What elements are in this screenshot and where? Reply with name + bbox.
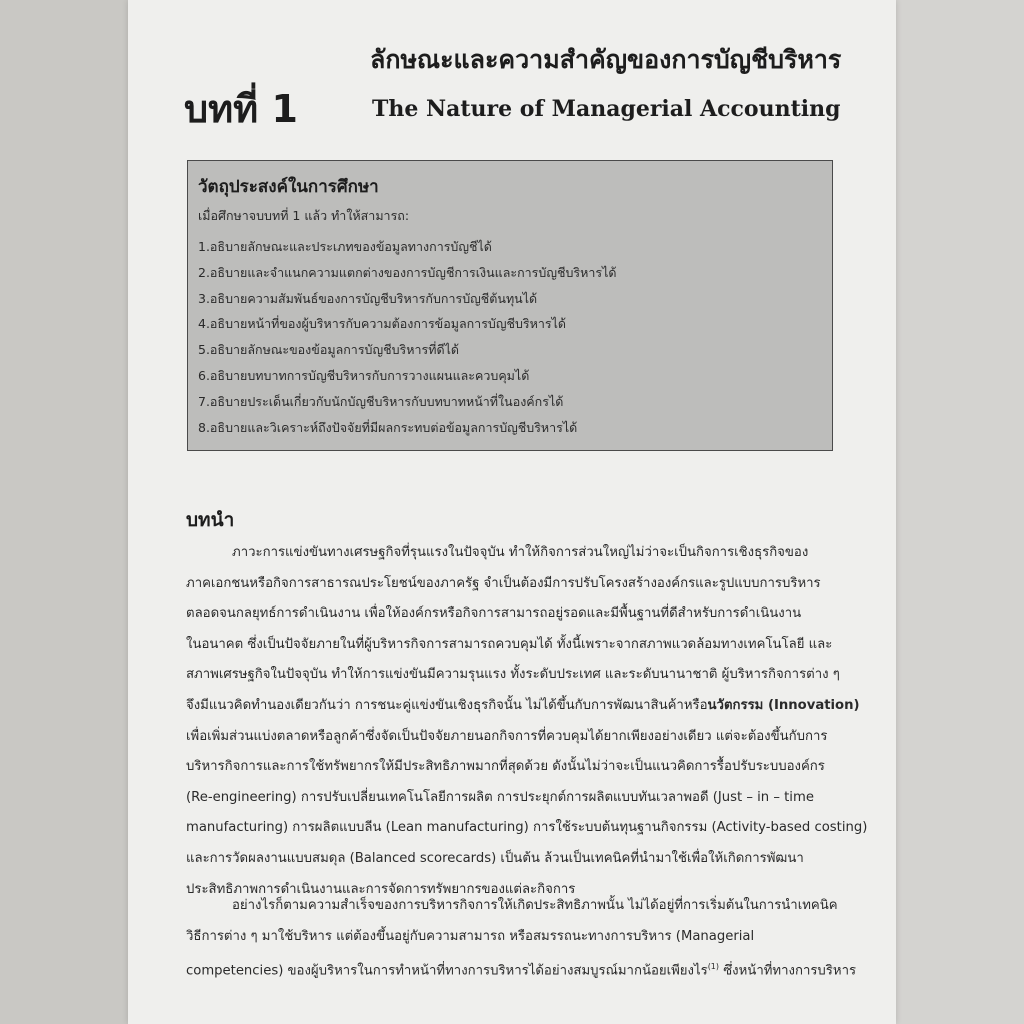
objective-item: 2.อธิบายและจำแนกความแตกต่างของการบัญชีการเงินและการบัญชีบริหารได้ — [198, 264, 617, 280]
paragraph-text: จึงมีแนวคิดทำนองเดียวกันว่า การชนะคู่แข่งขันเชิงธุรกิจนั้น ไม่ได้ขึ้นกับการพัฒนาสินค้าหรือ — [186, 697, 708, 713]
paragraph-line: ประสิทธิภาพการดำเนินงานและการจัดการทรัพยากรของแต่ละกิจการ — [186, 881, 576, 897]
objective-item: 1.อธิบายลักษณะและประเภทของข้อมูลทางการบัญชีได้ — [198, 239, 492, 254]
paragraph-line-with-footnote — [186, 952, 857, 983]
footnote-marker: (1) — [707, 962, 720, 972]
objectives-intro: เมื่อศึกษาจบบทที่ 1 แล้ว ทำให้สามารถ: — [198, 208, 410, 223]
paragraph-line-with-bold — [186, 691, 860, 722]
paragraph-line: manufacturing) การผลิตแบบลีน (Lean manufacturing) การใช้ระบบต้นทุนฐานกิจกรรม (Activity-based costing) — [186, 820, 868, 836]
paragraph-line: ในอนาคต ซึ่งเป็นปัจจัยภายในที่ผู้บริหารกิจการสามารถควบคุมได้ ทั้งนี้เพราะจากสภาพแวดล้อมทางเทคโนโลยี และ — [186, 636, 833, 652]
paragraph-line: ตลอดจนกลยุทธ์การดำเนินงาน เพื่อให้องค์กรหรือกิจการสามารถอยู่รอดและมีพื้นฐานที่ดีสำหรับการดำเนินงาน — [186, 606, 802, 622]
objective-item: 8.อธิบายและวิเคราะห์ถึงปัจจัยที่มีผลกระทบต่อข้อมูลการบัญชีบริหารได้ — [198, 419, 578, 435]
objective-item: 6.อธิบายบทบาทการบัญชีบริหารกับการวางแผนและควบคุมได้ — [198, 367, 530, 383]
right-background — [896, 0, 1024, 1024]
objective-item: 7.อธิบายประเด็นเกี่ยวกับนักบัญชีบริหารกับบทบาทหน้าที่ในองค์กรได้ — [198, 393, 564, 409]
paragraph-line: ภาวะการแข่งขันทางเศรษฐกิจที่รุนแรงในปัจจุบัน ทำให้กิจการส่วนใหญ่ไม่ว่าจะเป็นกิจการเชิงธุรกิจของ — [232, 545, 809, 560]
paragraph-line: อย่างไรก็ตามความสำเร็จของการบริหารกิจการให้เกิดประสิทธิภาพนั้น ไม่ได้อยู่ที่การเริ่มต้นในการนำเทคนิค — [232, 898, 838, 913]
chapter-label: บทที่ 1 — [184, 87, 298, 131]
paragraph-line: เพื่อเพิ่มส่วนแบ่งตลาดหรือลูกค้าซึ่งจัดเป็นปัจจัยภายนอกกิจการที่ควบคุมได้ยากเพียงอย่างเดียว แต่จะต้องขึ้นกับการ — [186, 728, 828, 744]
chapter-title-english: The Nature of Managerial Accounting — [372, 96, 841, 122]
paragraph-text: competencies) ของผู้บริหารในการทำหน้าที่ทางการบริหารได้อย่างสมบูรณ์มากน้อยเพียงไร — [186, 963, 708, 979]
paragraph-text: ซึ่งหน้าที่ทางการบริหาร — [719, 963, 857, 979]
objective-item: 4.อธิบายหน้าที่ของผู้บริหารกับความต้องการข้อมูลการบัญชีบริหารได้ — [198, 316, 567, 332]
paragraph-line: วิธีการต่าง ๆ มาใช้บริหาร แต่ต้องขึ้นอยู่กับความสามารถ หรือสมรรถนะทางการบริหาร (Managerial — [186, 928, 755, 944]
intro-paragraph-1 — [186, 538, 868, 905]
objectives-heading: วัตถุประสงค์ในการศึกษา — [198, 177, 379, 197]
paragraph-line: และการวัดผลงานแบบสมดุล (Balanced scorecards) เป็นต้น ล้วนเป็นเทคนิคที่นำมาใช้เพื่อให้เกิดการพัฒนา — [186, 850, 804, 866]
intro-paragraph-2 — [186, 891, 857, 983]
paragraph-line: บริหารกิจการและการใช้ทรัพยากรให้มีประสิทธิภาพมากที่สุดด้วย ดังนั้นไม่ว่าจะเป็นแนวคิดการรื้อปรับระบบองค์กร — [186, 759, 825, 775]
left-background — [0, 0, 128, 1024]
paragraph-line: ภาคเอกชนหรือกิจการสาธารณประโยชน์ของภาครัฐ จำเป็นต้องมีการปรับโครงสร้างองค์กรและรูปแบบการบริหาร — [186, 575, 821, 591]
bold-term-innovation: นวัตกรรม (Innovation) — [707, 697, 860, 713]
section-heading-intro: บทนำ — [186, 509, 235, 531]
paragraph-line: (Re-engineering) การปรับเปลี่ยนเทคโนโลยีการผลิต การประยุกต์การผลิตแบบทันเวลาพอดี (Just – in – time — [186, 789, 814, 805]
paragraph-line: สภาพเศรษฐกิจในปัจจุบัน ทำให้การแข่งขันมีความรุนแรง ทั้งระดับประเทศ และระดับนานาชาติ ผู้บริหารกิจการต่าง ๆ — [186, 667, 840, 683]
objective-item: 3.อธิบายความสัมพันธ์ของการบัญชีบริหารกับการบัญชีต้นทุนได้ — [198, 290, 538, 306]
objective-item: 5.อธิบายลักษณะของข้อมูลการบัญชีบริหารที่ดีได้ — [198, 342, 459, 358]
chapter-title-thai: ลักษณะและความสำคัญของการบัญชีบริหาร — [370, 45, 842, 74]
objectives-box — [187, 160, 833, 451]
